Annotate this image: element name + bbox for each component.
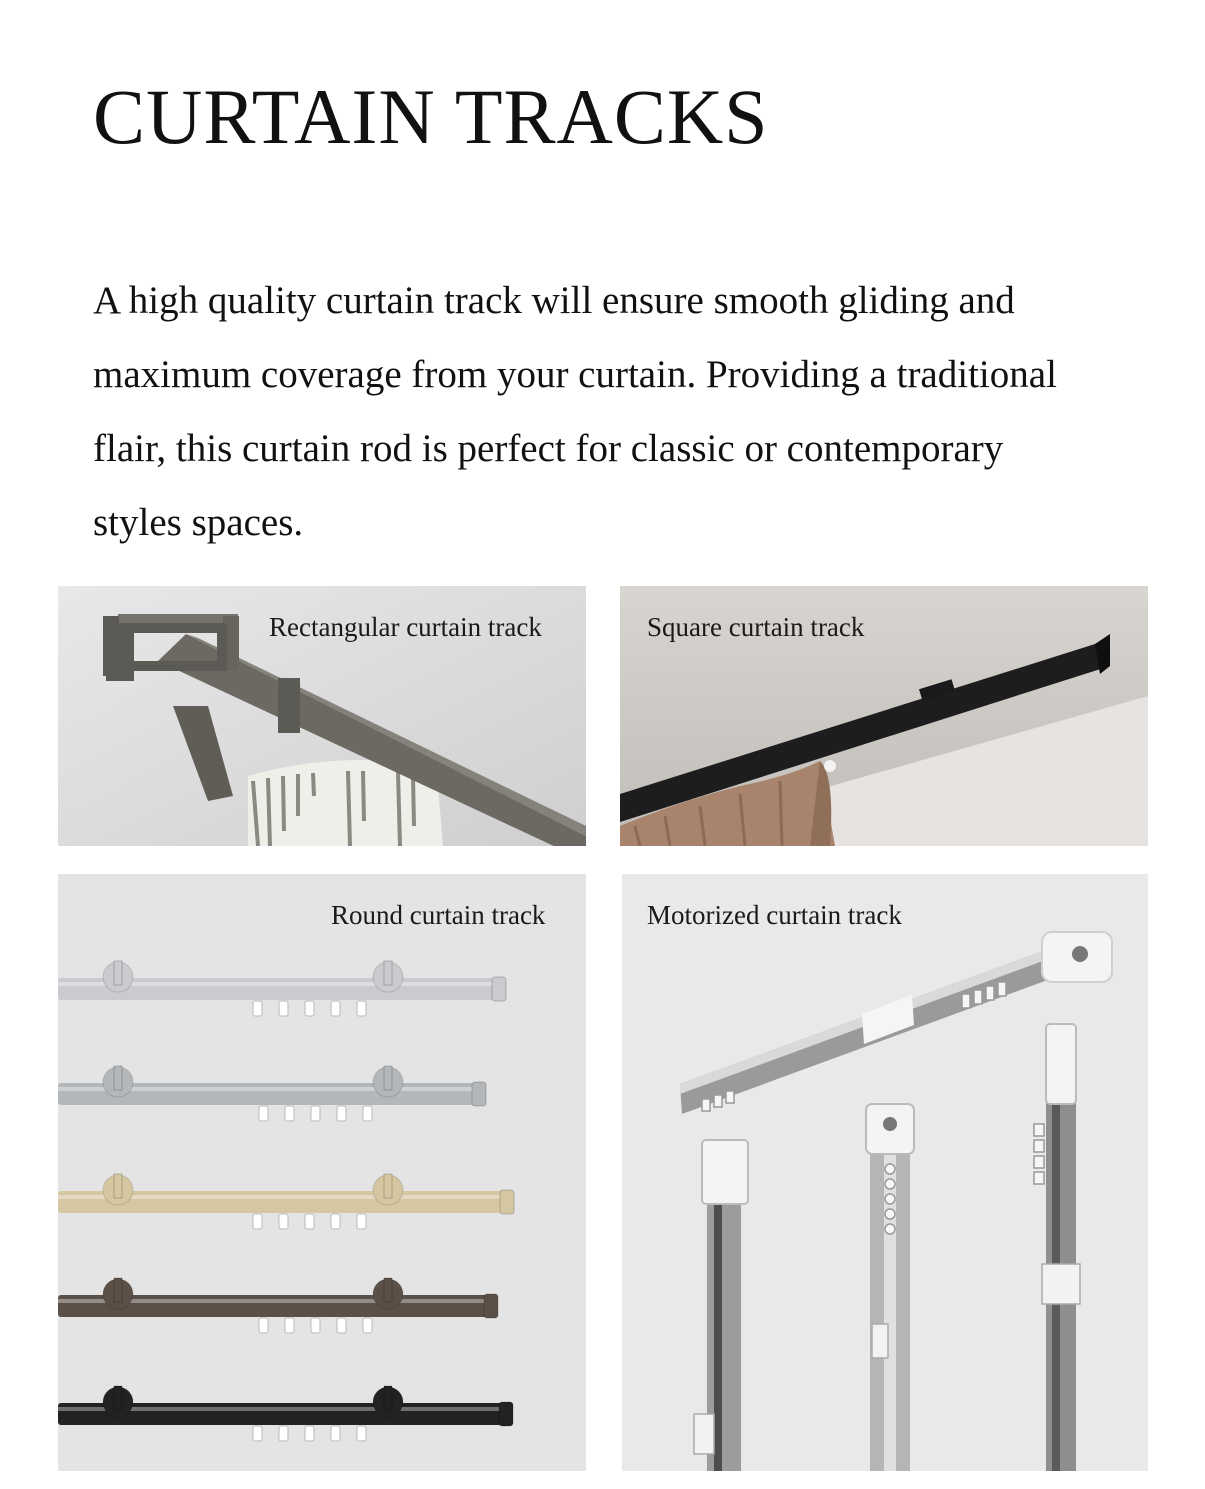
page-title: CURTAIN TRACKS (93, 73, 769, 160)
product-label: Square curtain track (647, 612, 865, 642)
round-rod (58, 1066, 486, 1121)
round-rod (58, 1278, 498, 1333)
product-label: Motorized curtain track (647, 900, 902, 930)
product-label: Rectangular curtain track (269, 612, 542, 642)
round-rod (58, 1386, 513, 1441)
product-label: Round curtain track (331, 900, 546, 930)
product-card-square[interactable] (620, 586, 1148, 846)
product-card-round[interactable] (58, 874, 586, 1471)
round-rod (58, 1174, 514, 1229)
motorized-track-image (622, 874, 1148, 1471)
product-card-rectangular[interactable] (58, 586, 586, 846)
page-description: A high quality curtain track will ensure smooth gliding and maximum coverage from your curtain. Providing a traditional flair, this curtain rod is perfect for classic or contemporary styles spaces. (93, 279, 1057, 544)
product-card-motorized[interactable] (622, 874, 1148, 1471)
round-track-image (58, 874, 586, 1471)
round-rod (58, 961, 506, 1016)
